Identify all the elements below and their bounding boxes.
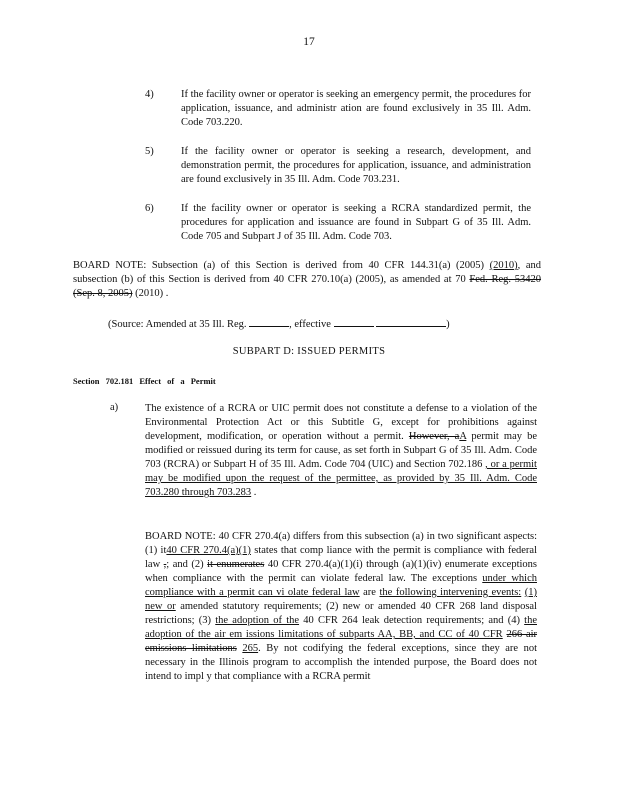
- underlined-insertion: (2010): [489, 260, 518, 271]
- struck-deletion: Fed. Reg. 53420 (Sep. 8, 2005): [73, 274, 541, 299]
- blank-effective-line: [334, 316, 374, 327]
- subpart-title: SUBPART D: ISSUED PERMITS: [232, 346, 386, 357]
- item-text: If the facility owner or operator is seeking a research, development, and demonstration permit, the procedures for application, issuance, and administration are found exclusively in 35 Ill. Adm. Code 703.231.: [181, 146, 531, 185]
- section-heading: Section 702.181 Effect of a Permit: [73, 376, 216, 386]
- underlined-insertion: A: [459, 431, 467, 442]
- item-number: 5): [145, 146, 154, 157]
- struck-deletion: However, a: [408, 431, 460, 442]
- blank-reg-line: [249, 316, 289, 327]
- page-number: 17: [303, 36, 315, 48]
- underlined-insertion: , or a permit may be modified upon the request of the permittee, as provided by 35 Ill. Adm. Code 703.280 through 703.283: [145, 459, 537, 498]
- board-note-1: BOARD NOTE: Subsection (a) of this Section is derived from 40 CFR 144.31(a) (2005) (2010), and subsection (b) of this Section is derived from 40 CFR 270.10(a) (2005), as amended at 70 Fed. Reg. 53420 (Sep. 8, 2005) (2010) .: [73, 260, 541, 299]
- board-note-2: BOARD NOTE: 40 CFR 270.4(a) differs from this subsection (a) in two significant aspects: (1) it40 CFR 270.4(a)(1) states that comp liance with the permit is compliance with federal law ,; and (2) it enumerates 40 CFR 270.4(a)(1)(i) through (a)(1)(iv) enumerate exceptions when compliance with the permit can violate federal law. The exceptions under which compliance with a permit can vi olate federal law are the following intervening events: (1) new or amended statutory requirements; (2) new or amended 40 CFR 268 land disposal restrictions; (3) the adoption of the 40 CFR 264 leak detection requirements; and (4) the adoption of the air em issions limitations of subparts AA, BB, and CC of 40 CFR 266 air emissions limitations 265. By not codifying the federal exceptions, since they are not necessary in the Illinois program to accomplish the intended purpose, the Board does not intend to impl y that compliance with a RCRA permit: [145, 531, 538, 682]
- item-number: 4): [145, 89, 154, 100]
- paragraph-label: a): [110, 402, 119, 413]
- source-line: (Source: Amended at 35 Ill. Reg. , effective ): [108, 316, 548, 332]
- item-text: If the facility owner or operator is seeking a RCRA standardized permit, the procedures for application and issuance are found in Subpart G of 35 Ill. Adm. Code 705 and Subpart J of 35 Ill. Adm. Code 703.: [181, 203, 531, 242]
- item-number: 6): [145, 203, 154, 214]
- blank-date-line: [376, 316, 446, 327]
- item-text: If the facility owner or operator is seeking an emergency permit, the procedures for application, issuance, and administr ation are found exclusively in 35 Ill. Adm. Code 703.220.: [181, 89, 531, 128]
- paragraph-a: The existence of a RCRA or UIC permit does not constitute a defense to a violation of the Environmental Protection Act or this Subtitle G, except for prohibitions against development, modification, or operation without a permit. However, aA permit may be modified or reissued during its term for cause, as set forth in Subpart G of 35 Ill. Adm. Code 703 (RCRA) or Subpart H of 35 Ill. Adm. Code 704 (UIC) and Section 702.186 , or a permit may be modified upon the request of the permittee, as provided by 35 Ill. Adm. Code 703.280 through 703.283 .: [145, 403, 537, 498]
